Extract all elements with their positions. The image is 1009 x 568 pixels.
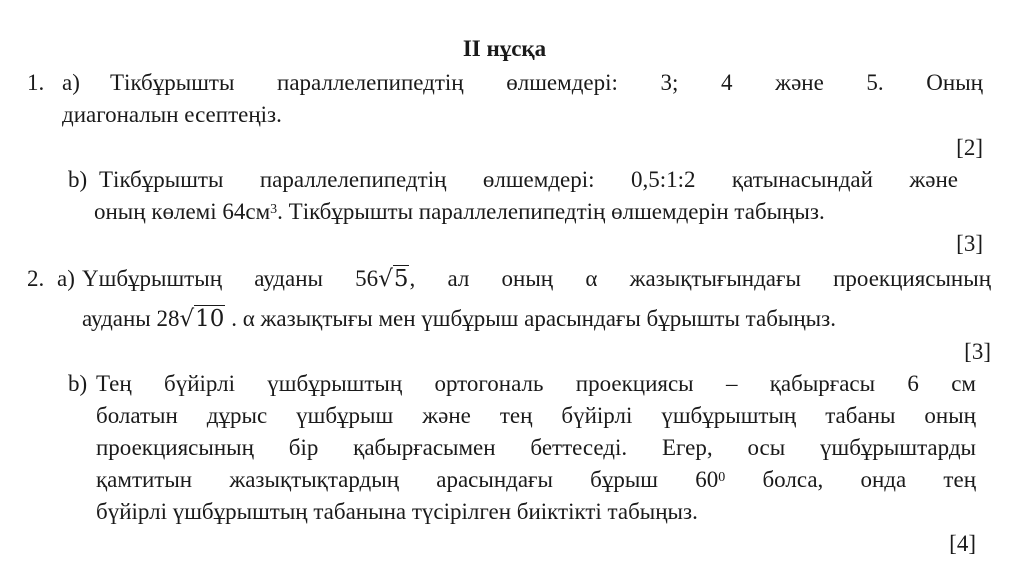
q2-a-text-line2: ауданы 28√10 . α жазықтығы мен үшбұрыш арасындағы бұрышты табыңыз. (82, 306, 836, 332)
q1-b-label: b) (68, 167, 88, 192)
q2-b-text-line3: проекциясының бір қабырғасымен беттеседі. Егер, осы үшбұрыштарды (96, 435, 976, 460)
q2-a-label: a) (57, 266, 75, 291)
q2-number: 2. (27, 266, 45, 291)
q1-a-text-line1: Тікбұрышты параллелепипедтің өлшемдері: 3; 4 және 5. Оның (110, 70, 983, 95)
q1-b-points: [3] (956, 231, 983, 256)
q2-b-label: b) (68, 371, 88, 396)
q2-b-text-line4: қамтитын жазықтықтардың арасындағы бұрыш $60^0$ болса, онда тең (96, 467, 976, 492)
sqrt-5: √5 (378, 266, 409, 292)
q2-b-text-line5: бүйірлі үшбұрыштың табанына түсірілген биіктікті табыңыз. (96, 499, 698, 524)
q1-b-text-line1: Тікбұрышты параллелепипедтің өлшемдері: 0,5:1:2 қатынасындай және (99, 167, 958, 192)
q2-a-points: [3] (964, 339, 991, 364)
q2-b-text-line1: Тең бүйірлі үшбұрыштың ортогональ проекциясы – қабырғасы 6 см (96, 371, 976, 396)
q2-b-text-line2: болатын дұрыс үшбұрыш және тең бүйірлі үшбұрыштың табаны оның (96, 403, 976, 428)
q1-a-label: a) (62, 70, 80, 95)
sqrt-10: √10 (179, 306, 225, 332)
q1-number: 1. (27, 70, 45, 95)
q2-b-points: [4] (949, 531, 976, 556)
q1-a-points: [2] (956, 135, 983, 160)
q1-a-text-line2: диагоналын есептеңіз. (62, 102, 282, 127)
q2-a-text-line1: Үшбұрыштың ауданы 56√5, ал оның α жазықтығындағы проекциясының (82, 266, 992, 292)
q1-b-text-line2: оның көлемі $64см^3$. Тікбұрышты параллелепипедтің өлшемдерін табыңыз. (94, 199, 825, 224)
page-title: II нұсқа (462, 36, 547, 61)
